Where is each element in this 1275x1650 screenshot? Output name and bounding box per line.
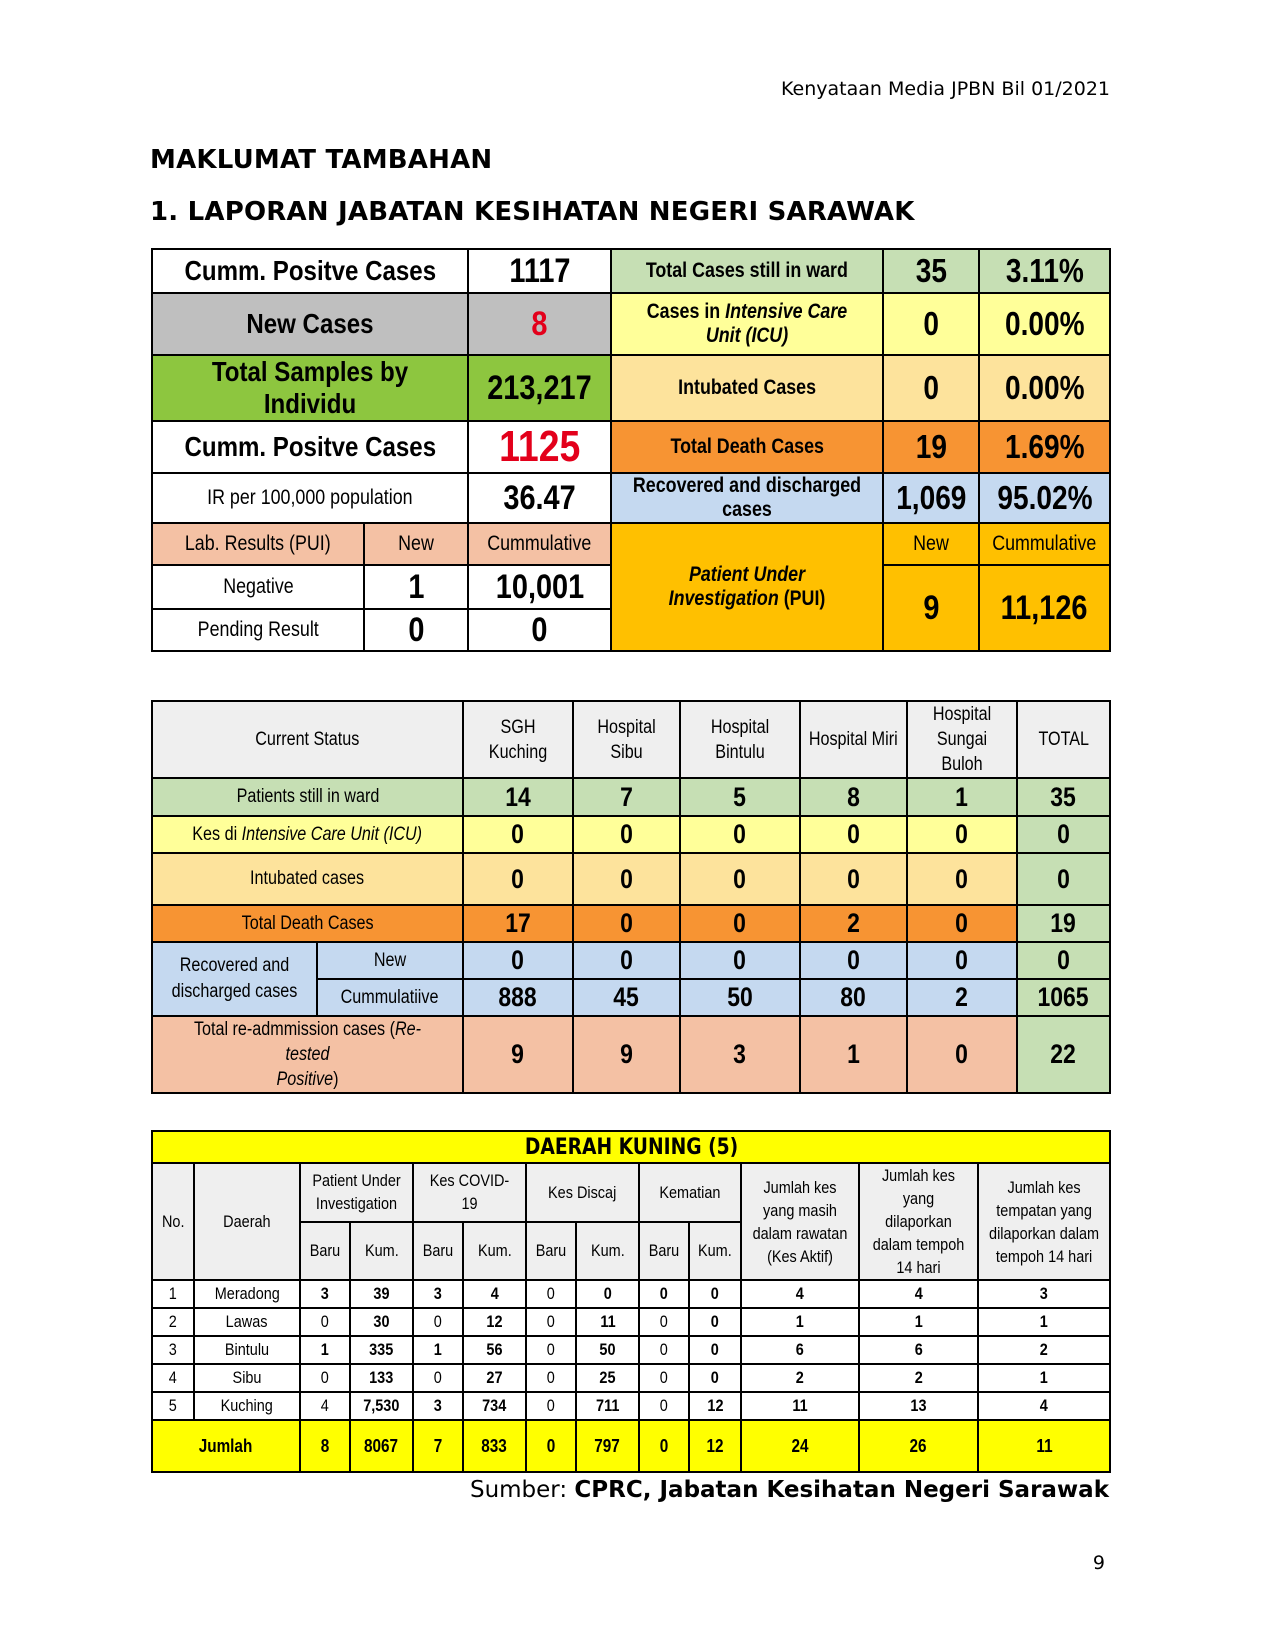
district-row [152,1392,1110,1420]
cell: 2 [907,979,1017,1016]
district-cell: 0 [639,1392,689,1420]
cell: 0 [573,853,680,905]
district-cell: 11 [576,1308,639,1336]
district-no: 2 [152,1308,194,1336]
ward-label: Total Cases still in ward [611,249,883,293]
district-cell: 0 [300,1364,350,1392]
recovered-value: 1,069 [883,473,979,523]
cell-total: 22 [1017,1016,1110,1093]
row-label: Total re-admmission cases (Re-tested Positive) [152,1016,463,1093]
report-heading: 1. LAPORAN JABATAN KESIHATAN NEGERI SARAWAK [150,197,915,227]
header-current-status: Current Status [152,701,463,778]
cell: 0 [573,816,680,853]
row-intubated [152,853,1110,905]
icu-pct: 0.00% [979,293,1110,355]
cell-total: 1065 [1017,979,1110,1016]
district-cell: 12 [689,1392,741,1420]
cell: 0 [907,816,1017,853]
total-cell: 26 [859,1420,978,1472]
district-cell: 0 [689,1336,741,1364]
row-recovered-new [152,942,1110,979]
row-label: Total Death Cases [152,905,463,942]
cumm-positive-label: Cumm. Positve Cases [152,249,468,293]
intubated-pct: 0.00% [979,355,1110,421]
district-cell: 3 [413,1392,463,1420]
cell: 50 [680,979,800,1016]
row-label: Cummulatiive [317,979,463,1016]
total-cell: 11 [978,1420,1110,1472]
header-hospital-sungai-buloh: Hospital Sungai Buloh [907,701,1017,778]
district-cell: 1 [300,1336,350,1364]
total-row [152,1420,1110,1472]
source-note: Sumber: CPRC, Jabatan Kesihatan Negeri Sarawak [469,1477,1109,1503]
header-pui: Patient Under Investigation [300,1163,413,1222]
cell: 1 [800,1016,907,1093]
pending-new: 0 [364,609,468,651]
cell: 888 [463,979,573,1016]
district-no: 4 [152,1364,194,1392]
pui-label: Patient Under Investigation (PUI) [611,523,883,651]
district-cell: 1 [978,1364,1110,1392]
district-cell: 4 [300,1392,350,1420]
header-baru: Baru [526,1222,576,1281]
pui-cumm-header: Cummulative [979,523,1110,565]
cumm-positive2-label: Cumm. Positve Cases [152,421,468,473]
district-name: Meradong [194,1280,300,1308]
zone-title: DAERAH KUNING (5) [152,1131,1110,1163]
header-dilaporkan: Jumlah kes yang dilaporkan dalam tempoh 14 hari [859,1163,978,1280]
cell-total: 35 [1017,778,1110,816]
negative-label: Negative [152,565,364,609]
total-cell: 24 [741,1420,859,1472]
samples-label: Total Samples by Individu [152,355,468,421]
district-cell: 2 [859,1364,978,1392]
intubated-label: Intubated Cases [611,355,883,421]
district-cell: 2 [741,1364,859,1392]
cell: 2 [800,905,907,942]
district-cell: 4 [463,1280,526,1308]
icu-label: Cases in Intensive Care Unit (ICU) [611,293,883,355]
district-row [152,1336,1110,1364]
row-icu [152,816,1110,853]
district-cell: 0 [526,1336,576,1364]
cell-total: 0 [1017,853,1110,905]
intubated-value: 0 [883,355,979,421]
page-number: 9 [1092,1552,1105,1574]
cell: 0 [680,942,800,979]
cell: 3 [680,1016,800,1093]
cell: 0 [680,816,800,853]
row-patients-ward [152,778,1110,816]
cell: 9 [573,1016,680,1093]
district-cell: 3 [413,1280,463,1308]
cell: 14 [463,778,573,816]
district-cell: 4 [978,1392,1110,1420]
district-cell: 1 [978,1308,1110,1336]
pending-cumm: 0 [468,609,611,651]
pui-new-value: 9 [883,565,979,651]
district-no: 1 [152,1280,194,1308]
district-cell: 0 [639,1308,689,1336]
district-no: 3 [152,1336,194,1364]
total-cell: 797 [576,1420,639,1472]
cell: 0 [573,905,680,942]
cell: 45 [573,979,680,1016]
ward-pct: 3.11% [979,249,1110,293]
row-label: Patients still in ward [152,778,463,816]
cell: 0 [463,942,573,979]
death-label: Total Death Cases [611,421,883,473]
header-total: TOTAL [1017,701,1110,778]
header-daerah: Daerah [194,1163,300,1280]
district-cell: 3 [978,1280,1110,1308]
document-reference: Kenyataan Media JPBN Bil 01/2021 [781,78,1110,100]
district-name: Lawas [194,1308,300,1336]
ir-value: 36.47 [468,473,611,523]
cell: 80 [800,979,907,1016]
recovered-label: Recovered and discharged cases [152,942,317,1016]
cell: 0 [463,816,573,853]
row-death [152,905,1110,942]
district-cell: 13 [859,1392,978,1420]
district-cell: 4 [859,1280,978,1308]
district-name: Sibu [194,1364,300,1392]
district-row [152,1364,1110,1392]
row-label: Kes di Intensive Care Unit (ICU) [152,816,463,853]
header-discaj: Kes Discaj [526,1163,639,1222]
cell: 8 [800,778,907,816]
header-covid: Kes COVID-19 [413,1163,526,1222]
cell: 0 [800,816,907,853]
header-kum: Kum. [576,1222,639,1281]
cell: 0 [800,942,907,979]
header-kum: Kum. [463,1222,526,1281]
district-cell: 0 [526,1392,576,1420]
district-cell: 0 [639,1280,689,1308]
total-cell: 0 [639,1420,689,1472]
district-cell: 3 [300,1280,350,1308]
cell: 7 [573,778,680,816]
district-cell: 711 [576,1392,639,1420]
yellow-zone-table [151,1130,1111,1473]
total-cell: 833 [463,1420,526,1472]
cell: 0 [573,942,680,979]
total-cell: 0 [526,1420,576,1472]
new-cases-value: 8 [468,293,611,355]
total-cell: 12 [689,1420,741,1472]
ward-value: 35 [883,249,979,293]
header-sgh-kuching: SGH Kuching [463,701,573,778]
district-no: 5 [152,1392,194,1420]
district-cell: 2 [978,1336,1110,1364]
header-tempatan: Jumlah kes tempatan yang dilaporkan dalam tempoh 14 hari [978,1163,1110,1280]
cell: 17 [463,905,573,942]
pending-label: Pending Result [152,609,364,651]
recovered-label: Recovered and discharged cases [611,473,883,523]
cell: 1 [907,778,1017,816]
cell-total: 0 [1017,942,1110,979]
district-cell: 12 [463,1308,526,1336]
pui-new-header: New [883,523,979,565]
recovered-pct: 95.02% [979,473,1110,523]
cell: 0 [680,853,800,905]
district-cell: 0 [413,1364,463,1392]
district-cell: 0 [689,1280,741,1308]
district-cell: 0 [526,1364,576,1392]
district-cell: 4 [741,1280,859,1308]
district-cell: 0 [689,1364,741,1392]
district-cell: 0 [526,1280,576,1308]
cell: 0 [907,905,1017,942]
death-value: 19 [883,421,979,473]
cumm-positive-value: 1117 [468,249,611,293]
cell: 0 [800,853,907,905]
cell-total: 0 [1017,816,1110,853]
row-label: Intubated cases [152,853,463,905]
district-cell: 1 [741,1308,859,1336]
district-cell: 25 [576,1364,639,1392]
death-pct: 1.69% [979,421,1110,473]
total-cell: 8067 [350,1420,413,1472]
header-kum: Kum. [350,1222,413,1281]
total-label: Jumlah [152,1420,300,1472]
district-name: Kuching [194,1392,300,1420]
district-cell: 133 [350,1364,413,1392]
header-hospital-bintulu: Hospital Bintulu [680,701,800,778]
cumm-positive2-value: 1125 [468,421,611,473]
total-cell: 8 [300,1420,350,1472]
cell: 5 [680,778,800,816]
pui-cumm-value: 11,126 [979,565,1110,651]
district-cell: 30 [350,1308,413,1336]
cell: 0 [907,1016,1017,1093]
cell: 0 [463,853,573,905]
cell-total: 19 [1017,905,1110,942]
row-readmission [152,1016,1110,1093]
hospital-status-table [151,700,1111,1094]
district-cell: 0 [689,1308,741,1336]
district-cell: 335 [350,1336,413,1364]
total-cell: 7 [413,1420,463,1472]
header-baru: Baru [639,1222,689,1281]
cell: 9 [463,1016,573,1093]
district-cell: 27 [463,1364,526,1392]
ir-label: IR per 100,000 population [152,473,468,523]
district-cell: 734 [463,1392,526,1420]
header-kum: Kum. [689,1222,741,1281]
negative-cumm: 10,001 [468,565,611,609]
lab-cumm-header: Cummulative [468,523,611,565]
district-row [152,1280,1110,1308]
cell: 0 [680,905,800,942]
district-cell: 56 [463,1336,526,1364]
lab-results-label: Lab. Results (PUI) [152,523,364,565]
district-cell: 0 [639,1336,689,1364]
district-cell: 1 [859,1308,978,1336]
district-cell: 0 [413,1308,463,1336]
negative-new: 1 [364,565,468,609]
district-cell: 0 [576,1280,639,1308]
district-row [152,1308,1110,1336]
new-cases-label: New Cases [152,293,468,355]
district-cell: 39 [350,1280,413,1308]
header-hospital-miri: Hospital Miri [800,701,907,778]
section-heading: MAKLUMAT TAMBAHAN [150,145,493,175]
district-cell: 50 [576,1336,639,1364]
district-cell: 0 [526,1308,576,1336]
header-kes-aktif: Jumlah kes yang masih dalam rawatan (Kes Aktif) [741,1163,859,1280]
district-name: Bintulu [194,1336,300,1364]
district-cell: 7,530 [350,1392,413,1420]
district-cell: 6 [741,1336,859,1364]
district-cell: 11 [741,1392,859,1420]
icu-value: 0 [883,293,979,355]
header-baru: Baru [413,1222,463,1281]
samples-value: 213,217 [468,355,611,421]
header-kematian: Kematian [639,1163,741,1222]
district-cell: 0 [639,1364,689,1392]
header-baru: Baru [300,1222,350,1281]
row-label: New [317,942,463,979]
district-cell: 6 [859,1336,978,1364]
cell: 0 [907,853,1017,905]
summary-table [151,248,1111,652]
district-cell: 0 [300,1308,350,1336]
header-no: No. [152,1163,194,1280]
cell: 0 [907,942,1017,979]
header-hospital-sibu: Hospital Sibu [573,701,680,778]
district-cell: 1 [413,1336,463,1364]
lab-new-header: New [364,523,468,565]
